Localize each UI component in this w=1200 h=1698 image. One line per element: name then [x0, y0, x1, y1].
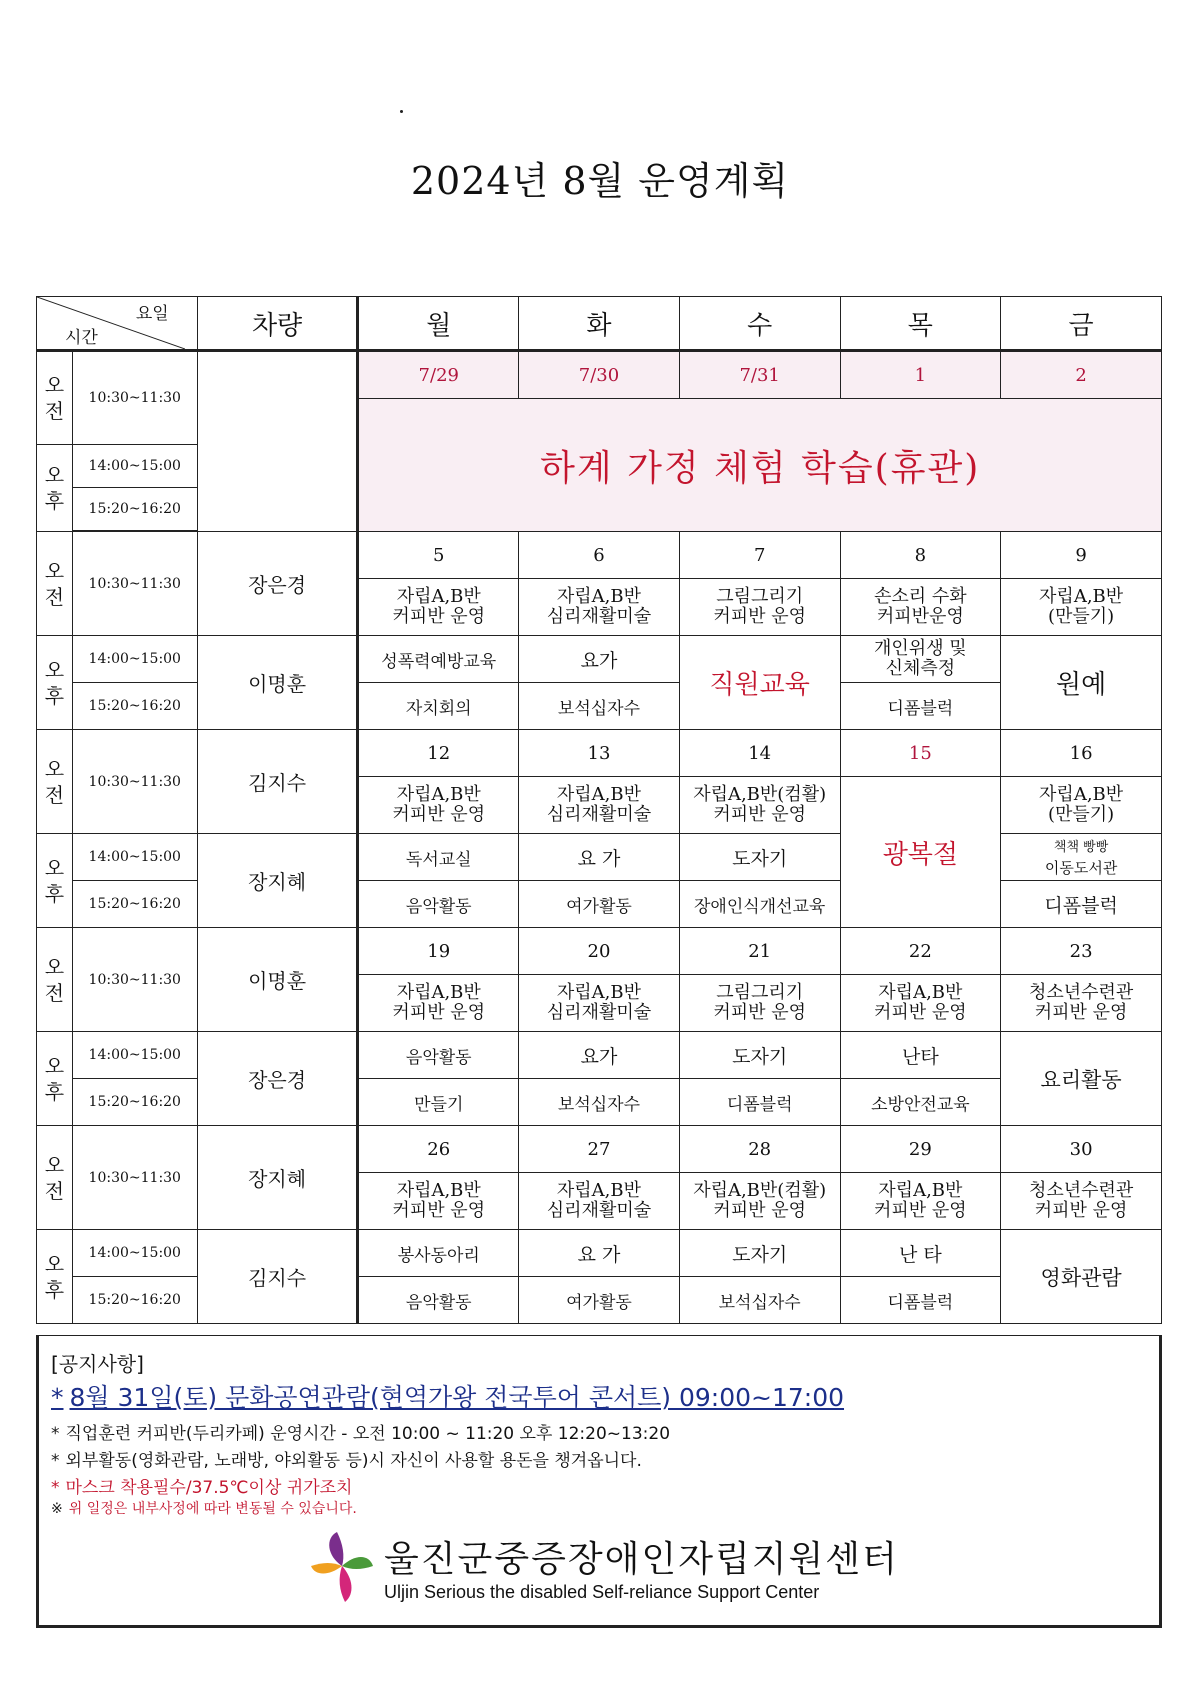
staff-training-cell: 직원교육	[679, 636, 840, 730]
schedule-table	[36, 296, 1162, 1324]
vacation-cell	[358, 399, 1162, 532]
notice-heading: [공지사항]	[51, 1352, 144, 1376]
week2-row-pm1	[37, 636, 1162, 683]
notice-line-concert: * 8월 31일(토) 문화공연관람(현역가왕 전국투어 콘서트) 09:00~17:00	[51, 1383, 845, 1412]
am-label: 오전	[37, 532, 73, 636]
notice-line-coffee: * 직업훈련 커피반(두리카페) 운영시간 - 오전 10:00 ~ 11:20 오후 12:20~13:20	[51, 1424, 671, 1444]
week5-row-date	[37, 1126, 1162, 1173]
activity-cell: 디폼블럭	[679, 1079, 840, 1126]
time-slot: 10:30~11:30	[72, 928, 197, 1032]
activity-cell: 그림그리기 커피반 운영	[679, 579, 840, 636]
time-slot: 15:20~16:20	[72, 488, 197, 531]
activity-cell: 디폼블럭	[840, 683, 1001, 730]
activity-cell: 난타	[840, 1032, 1001, 1079]
pm-label: 오후	[37, 1032, 73, 1126]
am-label: 오전	[37, 928, 73, 1032]
activity-cell: 음악활동	[358, 881, 519, 928]
sigan-label: 시간	[65, 328, 98, 348]
activity-cell: 자립A,B반 커피반 운영	[358, 777, 519, 834]
time-slot: 15:20~16:20	[72, 1277, 197, 1324]
week3-row-date	[37, 730, 1162, 777]
time-slot: 10:30~11:30	[72, 730, 197, 834]
day-header-fri: 금	[1001, 297, 1162, 351]
day-header-tue: 화	[519, 297, 680, 351]
date-cell: 7/31	[679, 351, 840, 399]
activity-cell: 장애인식개선교육	[679, 881, 840, 928]
org-name-english: Uljin Serious the disabled Self-reliance Support Center	[384, 1582, 820, 1602]
activity-cell: 자립A,B반 심리재활미술	[519, 1173, 680, 1230]
date-cell: 30	[1001, 1126, 1162, 1173]
activity-cell: 음악활동	[358, 1032, 519, 1079]
date-cell: 2	[1001, 351, 1162, 399]
time-slot: 14:00~15:00	[72, 1032, 197, 1079]
yoil-label: 요일	[135, 304, 169, 324]
week4-row-date	[37, 928, 1162, 975]
date-cell: 21	[679, 928, 840, 975]
driver-am: 장은경	[197, 532, 358, 636]
activity-cell: 손소리 수화 커피반운영	[840, 579, 1001, 636]
date-cell: 6	[519, 532, 680, 579]
activity-cell: 자립A,B반 심리재활미술	[519, 975, 680, 1032]
activity-cell: 보석십자수	[519, 1079, 680, 1126]
activity-cell: 여가활동	[519, 881, 680, 928]
activity-cell: 난 타	[840, 1230, 1001, 1277]
week5-row-pm1	[37, 1230, 1162, 1277]
activity-cell: 도자기	[679, 1230, 840, 1277]
date-cell: 16	[1001, 730, 1162, 777]
date-cell-holiday: 15	[840, 730, 1001, 777]
activity-cell: 요가	[519, 636, 680, 683]
am-label: 오전	[37, 351, 73, 445]
time-slot: 10:30~11:30	[72, 1126, 197, 1230]
week1-row-am	[37, 351, 1162, 399]
activity-cell: 소방안전교육	[840, 1079, 1001, 1126]
driver-pm: 장은경	[197, 1032, 358, 1126]
notice-line-mask: * 마스크 착용필수/37.5℃이상 귀가조치	[51, 1478, 353, 1498]
movie-cell: 영화관람	[1001, 1230, 1162, 1324]
activity-cell: 자치회의	[358, 683, 519, 730]
date-cell: 1	[840, 351, 1001, 399]
pm-label: 오후	[37, 445, 73, 532]
time-slot: 14:00~15:00	[72, 1230, 197, 1277]
activity-cell: 여가활동	[519, 1277, 680, 1324]
date-cell: 22	[840, 928, 1001, 975]
time-slot: 14:00~15:00	[72, 445, 197, 488]
pm-label: 오후	[37, 1230, 73, 1324]
notice-line-money: * 외부활동(영화관람, 노래방, 야외활동 등)시 자신이 사용할 용돈을 챙겨옵니다.	[51, 1451, 642, 1471]
activity-cell: 자립A,B반 커피반 운영	[358, 975, 519, 1032]
activity-cell: 자립A,B반 커피반 운영	[840, 975, 1001, 1032]
activity-cell: 요가	[519, 1032, 680, 1079]
activity-cell: 그림그리기 커피반 운영	[679, 975, 840, 1032]
activity-cell: 디폼블럭	[1001, 881, 1162, 928]
activity-cell: 자립A,B반 (만들기)	[1001, 579, 1162, 636]
date-cell: 23	[1001, 928, 1162, 975]
gardening-cell: 원예	[1001, 636, 1162, 730]
driver-pm: 김지수	[197, 1230, 358, 1324]
notice-box	[36, 1335, 1162, 1628]
org-logo-icon	[307, 1526, 377, 1606]
date-cell: 13	[519, 730, 680, 777]
activity-cell: 만들기	[358, 1079, 519, 1126]
activity-cell: 청소년수련관 커피반 운영	[1001, 975, 1162, 1032]
activity-cell: 디폼블럭	[840, 1277, 1001, 1324]
activity-cell: 자립A,B반(컴활) 커피반 운영	[679, 777, 840, 834]
driver-cell	[197, 351, 358, 532]
date-cell: 8	[840, 532, 1001, 579]
pm-label: 오후	[37, 834, 73, 928]
activity-cell: 봉사동아리	[358, 1230, 519, 1277]
date-cell: 7/29	[358, 351, 519, 399]
cooking-cell: 요리활동	[1001, 1032, 1162, 1126]
date-cell: 28	[679, 1126, 840, 1173]
time-slot: 10:30~11:30	[72, 351, 197, 445]
date-cell: 29	[840, 1126, 1001, 1173]
activity-cell: 자립A,B반 (만들기)	[1001, 777, 1162, 834]
page-title: 2024년 8월 운영계획	[410, 159, 790, 203]
driver-am: 김지수	[197, 730, 358, 834]
activity-cell: 자립A,B반 심리재활미술	[519, 579, 680, 636]
activity-cell: 요 가	[519, 1230, 680, 1277]
day-header-thu: 목	[840, 297, 1001, 351]
date-cell: 19	[358, 928, 519, 975]
date-cell: 14	[679, 730, 840, 777]
date-cell: 5	[358, 532, 519, 579]
time-slot: 15:20~16:20	[72, 1079, 197, 1126]
activity-cell: 개인위생 및 신체측정	[840, 636, 1001, 683]
mobile-library-cell: 책책 빵빵 이동도서관	[1001, 834, 1162, 881]
activity-cell: 도자기	[679, 834, 840, 881]
pm-label: 오후	[37, 636, 73, 730]
time-slot: 15:20~16:20	[72, 881, 197, 928]
org-name-korean: 울진군중증장애인자립지원센터	[384, 1539, 899, 1580]
activity-cell: 요 가	[519, 834, 680, 881]
activity-cell: 자립A,B반 커피반 운영	[358, 1173, 519, 1230]
week4-row-pm1	[37, 1032, 1162, 1079]
activity-cell: 청소년수련관 커피반 운영	[1001, 1173, 1162, 1230]
activity-cell: 보석십자수	[519, 683, 680, 730]
driver-am: 이명훈	[197, 928, 358, 1032]
driver-am: 장지혜	[197, 1126, 358, 1230]
date-cell: 27	[519, 1126, 680, 1173]
activity-cell: 음악활동	[358, 1277, 519, 1324]
driver-header: 차량	[197, 297, 358, 351]
activity-cell: 자립A,B반 심리재활미술	[519, 777, 680, 834]
activity-cell: 자립A,B반 커피반 운영	[840, 1173, 1001, 1230]
date-cell: 26	[358, 1126, 519, 1173]
date-cell: 20	[519, 928, 680, 975]
time-slot: 14:00~15:00	[72, 834, 197, 881]
time-slot: 10:30~11:30	[72, 532, 197, 636]
activity-cell: 성폭력예방교육	[358, 636, 519, 683]
header-row	[37, 297, 1162, 351]
notice-line-change: ※ 위 일정은 내부사정에 따라 변동될 수 있습니다.	[51, 1501, 357, 1517]
activity-cell: 보석십자수	[679, 1277, 840, 1324]
day-header-mon: 월	[358, 297, 519, 351]
day-header-wed: 수	[679, 297, 840, 351]
am-label: 오전	[37, 1126, 73, 1230]
activity-cell: 독서교실	[358, 834, 519, 881]
time-slot: 15:20~16:20	[72, 683, 197, 730]
week2-row-date	[37, 532, 1162, 579]
vacation-text: 하계 가정 체험 학습(휴관)	[540, 447, 981, 489]
activity-cell: 자립A,B반 커피반 운영	[358, 579, 519, 636]
date-cell: 7	[679, 532, 840, 579]
activity-cell: 자립A,B반(컴활) 커피반 운영	[679, 1173, 840, 1230]
driver-pm: 장지혜	[197, 834, 358, 928]
scan-dot	[400, 110, 403, 113]
date-cell: 12	[358, 730, 519, 777]
corner-header	[37, 297, 198, 351]
date-cell: 9	[1001, 532, 1162, 579]
holiday-cell: 광복절	[840, 777, 1001, 928]
date-cell: 7/30	[519, 351, 680, 399]
time-slot: 14:00~15:00	[72, 636, 197, 683]
am-label: 오전	[37, 730, 73, 834]
activity-cell: 도자기	[679, 1032, 840, 1079]
driver-pm: 이명훈	[197, 636, 358, 730]
